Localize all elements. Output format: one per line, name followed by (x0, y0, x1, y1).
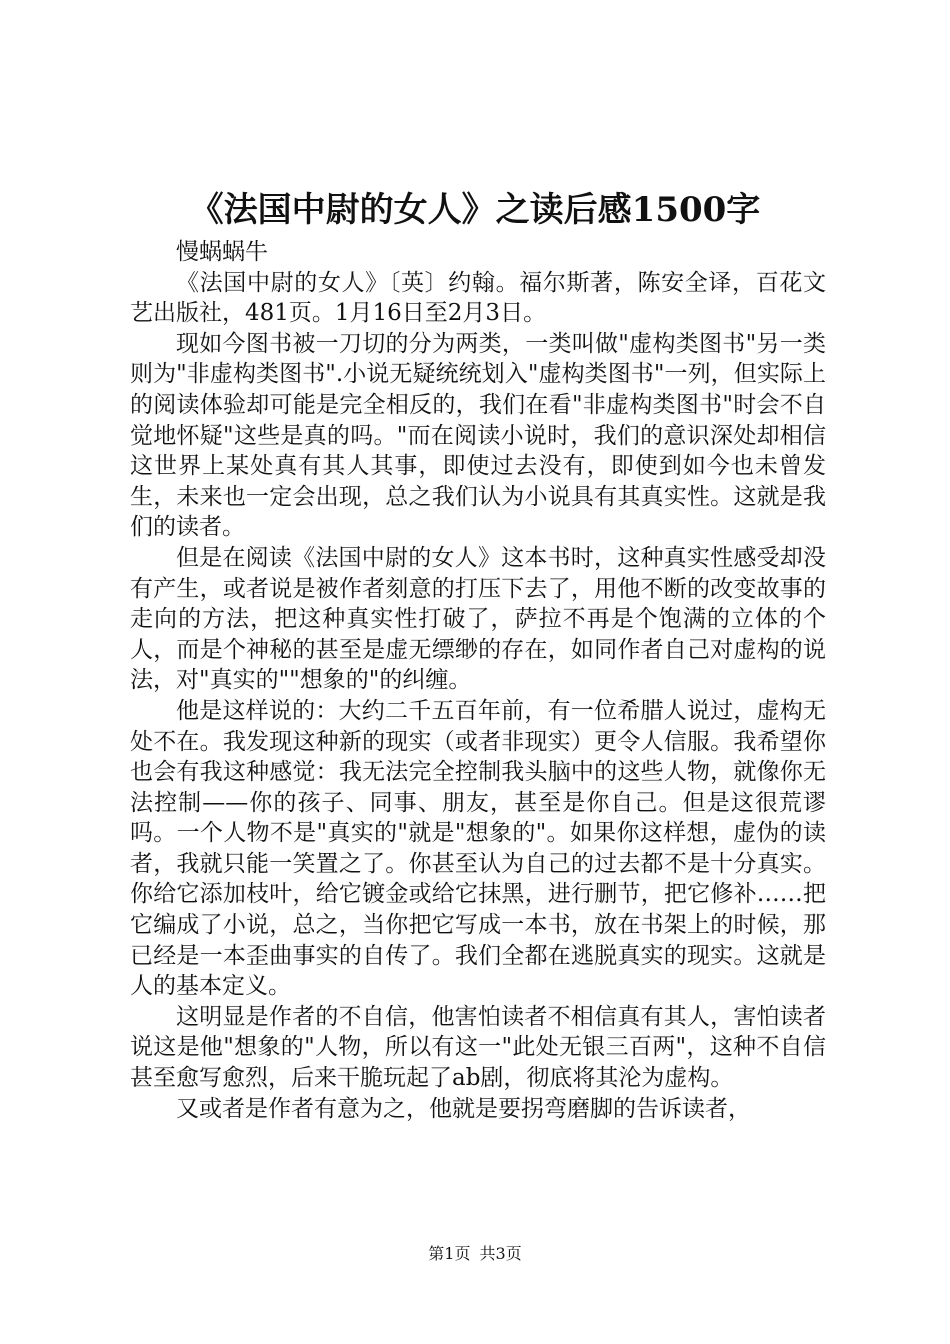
paragraph: 他是这样说的：大约二千五百年前，有一位希腊人说过，虚构无处不在。我发现这种新的现实（或者非现实）更令人信服。我希望你也会有我这种感觉：我无法完全控制我头脑中的这些人物，就像你无法控制——你的孩子、同事、朋友，甚至是你自己。但是这很荒谬吗。一个人物不是"真实的"就是"想象的"。如果你这样想，虚伪的读者，我就只能一笑置之了。你甚至认为自己的过去都不是十分真实。你给它添加枝叶，给它镀金或给它抹黑，进行删节，把它修补……把它编成了小说，总之，当你把它写成一本书，放在书架上的时候，那已经是一本歪曲事实的自传了。我们全都在逃脱真实的现实。这就是人的基本定义。 (130, 697, 826, 1000)
paragraph: 但是在阅读《法国中尉的女人》这本书时，这种真实性感受却没有产生，或者说是被作者刻意的打压下去了，用他不断的改变故事的走向的方法，把这种真实性打破了，萨拉不再是个饱满的立体的个人，而是个神秘的甚至是虚无缥缈的存在，如同作者自己对虚构的说法，对"真实的""想象的"的纠缠。 (130, 544, 826, 694)
paragraph: 这明显是作者的不自信，他害怕读者不相信真有其人，害怕读者说这是他"想象的"人物，所以有这一"此处无银三百两"，这种不自信甚至愈写愈烈，后来干脆玩起了ab剧，彻底将其沦为虚构。 (130, 1003, 826, 1092)
page-total: 共3页 (479, 1244, 522, 1263)
author-line: 慢蜗蜗牛 (176, 239, 268, 265)
paragraph: 现如今图书被一刀切的分为两类，一类叫做"虚构类图书"另一类则为"非虚构类图书".小说无疑统统划入"虚构类图书"一列，但实际上的阅读体验却可能是完全相反的，我们在看"非虚构类图书"时会不自觉地怀疑"这些是真的吗。"而在阅读小说时，我们的意识深处却相信这世界上某处真有其人其事，即使过去没有，即使到如今也未曾发生，未来也一定会出现，总之我们认为小说具有其真实性。这就是我们的读者。 (130, 330, 826, 541)
page-number: 第1页 (428, 1244, 471, 1263)
paragraph: 《法国中尉的女人》〔英〕约翰。福尔斯著，陈安全译，百花文艺出版社，481页。1月16日至2月3日。 (130, 269, 826, 327)
page-footer (0, 1243, 950, 1265)
document-title: 《法国中尉的女人》之读后感1500字 (189, 190, 761, 230)
document-body (130, 237, 826, 1124)
paragraph: 又或者是作者有意为之，他就是要拐弯磨脚的告诉读者， (176, 1095, 751, 1122)
